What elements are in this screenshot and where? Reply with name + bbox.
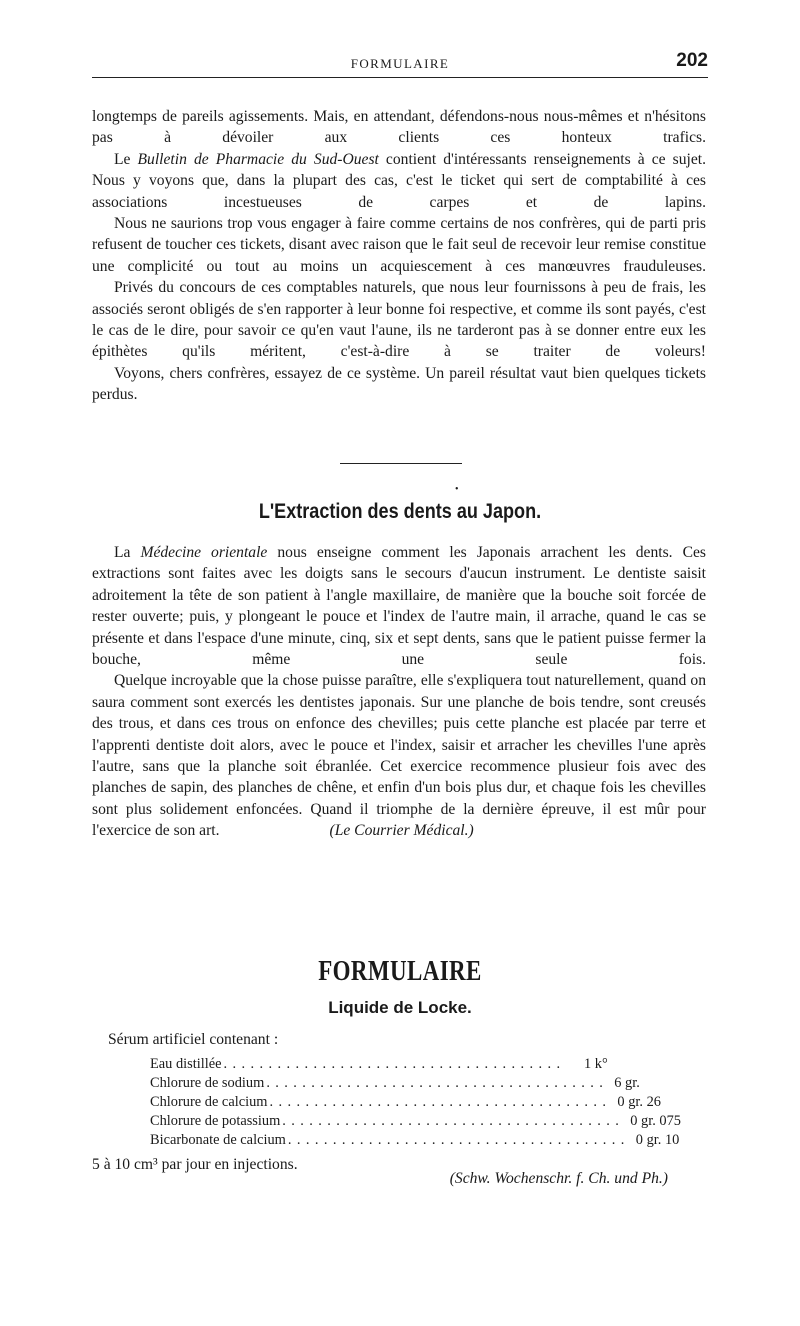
paragraph-4: [92, 277, 706, 363]
paragraph-5: [92, 363, 706, 406]
paragraph-text: Voyons, chers confrères, essayez de ce système. Un pareil résultat vaut bien quelques tickets perdus.: [92, 364, 706, 404]
journal-title: Médecine orientale: [140, 544, 268, 561]
dosage-note: 5 à 10 cm³ par jour en injections.: [92, 1156, 298, 1173]
ingredient-quantity: 6 gr.: [614, 1075, 640, 1091]
recipe-title: Liquide de Locke.: [328, 998, 472, 1017]
running-head: [92, 50, 708, 76]
article-title: L'Extraction des dents au Japon.: [258, 500, 542, 523]
recipe-source: (Schw. Wochenschr. f. Ch. und Ph.): [449, 1170, 668, 1187]
ingredient-quantity: 1 k°: [584, 1056, 608, 1072]
paragraph-text: Le: [114, 150, 138, 168]
running-title: FORMULAIRE: [350, 56, 450, 71]
paragraph-1: [92, 106, 706, 149]
dot-leader: ......................................: [266, 1075, 609, 1091]
paragraph-2: [92, 670, 706, 841]
paragraph-3: [92, 213, 706, 277]
ingredient-name: Chlorure de calcium: [150, 1094, 268, 1110]
ingredient-name: Bicarbonate de calcium: [150, 1132, 286, 1148]
print-mark: •: [455, 484, 459, 495]
paragraph-text: longtemps de pareils agissements. Mais, en attendant, défendons-nous nous-mêmes et n'hésitons pas à dévoiler aux clients ces honteux trafics.: [92, 108, 706, 147]
dot-leader: ......................................: [223, 1056, 566, 1072]
paragraph-text: Nous ne saurions trop vous engager à faire comme certains de nos confrères, qui de parti pris refusent de toucher ces tickets, disant avec raison que le fait seul de recevoir leur remise constitue une complicité ou tout au moins un acquiescement à ces manœuvres frauduleuses.: [92, 215, 706, 275]
intro-article: [92, 106, 706, 406]
article-source: (Le Courrier Médical.): [329, 822, 474, 840]
journal-title: Bulletin de Pharmacie du Sud-Ouest: [137, 150, 379, 168]
ingredient-row: [150, 1094, 661, 1113]
recipe-intro: Sérum artificiel contenant :: [108, 1031, 279, 1048]
ingredient-name: Chlorure de sodium: [150, 1075, 265, 1091]
section-divider: [340, 463, 462, 464]
ingredient-quantity: 0 gr. 075: [630, 1113, 681, 1129]
ingredient-name: Eau distillée: [150, 1056, 222, 1072]
ingredient-row: [150, 1113, 681, 1132]
dot-leader: ......................................: [282, 1113, 625, 1129]
ingredient-quantity: 0 gr. 10: [635, 1132, 680, 1148]
paragraph-text: nous enseigne comment les Japonais arrachent les dents. Ces extractions sont faites avec les doigts sans le secours d'aucun instrument. Le dentiste saisit adroitement la tête de son patient à l'angle maxillaire, de manière que la bouche soit forcée de rester ouverte; puis, y plongeant le pouce et l'index de l'autre main, il arrache, quand le cas se présente et dans l'espace d'une minute, cinq, six et sept dents, sans que le patient puisse fermer la bouche, même une seule fois.: [92, 544, 706, 669]
dot-leader: ......................................: [269, 1094, 612, 1110]
paragraph-2: [92, 149, 706, 213]
header-rule: [92, 77, 708, 78]
ingredient-list: [150, 1056, 681, 1151]
paragraph-1: [92, 542, 706, 670]
ingredient-row: [150, 1075, 650, 1094]
paragraph-text: contient d'intéressants renseignements à ce sujet. Nous y voyons que, dans la plupart des cas, c'est le ticket qui sert de comptabilité à ces associations incestueuses de carpes et de lapins.: [92, 150, 706, 211]
section-title: FORMULAIRE: [318, 956, 482, 987]
ingredient-quantity: 0 gr. 26: [617, 1094, 661, 1110]
japon-article: [92, 542, 706, 842]
ingredient-row: [150, 1132, 680, 1151]
paragraph-text: Quelque incroyable que la chose puisse paraître, elle s'expliquera tout naturellement, quand on saura comment sont exercés les dentistes japonais. Sur une planche de bois tendre, sont creusés des trous, et dans ces trous on enfonce des chevilles; puis cette planche est placée par terre et l'apprenti dentiste doit alors, avec le pouce et l'index, saisir et arracher les chevilles l'une après l'autre, sans que la planche soit ébranlée. Cet exercice recommence plusieur fois avec des planches de sapin, des planches de chêne, et enfin d'un bois plus dur, et chaque fois les chevilles sont plus solidement enfoncées. Quand il triomphe de la dernière épreuve, il est mûr pour l'exercice de son art.: [92, 672, 706, 840]
ingredient-name: Chlorure de potassium: [150, 1113, 281, 1129]
ingredient-row: [150, 1056, 650, 1075]
paragraph-text: Privés du concours de ces comptables naturels, que nous leur fournissons à peu de frais, les associés seront obligés de s'en rapporter à leur bonne foi respective, et comme ils sont payés, c'est le cas de le dire, pour savoir ce qu'en vaut l'aune, ils ne tarderont pas à se donner entre eux les épithètes qu'ils méritent, c'est-à-dire à se traiter de voleurs!: [92, 279, 706, 361]
page-number: 202: [676, 50, 708, 71]
paragraph-text: La: [114, 544, 141, 561]
dot-leader: ......................................: [287, 1132, 630, 1148]
